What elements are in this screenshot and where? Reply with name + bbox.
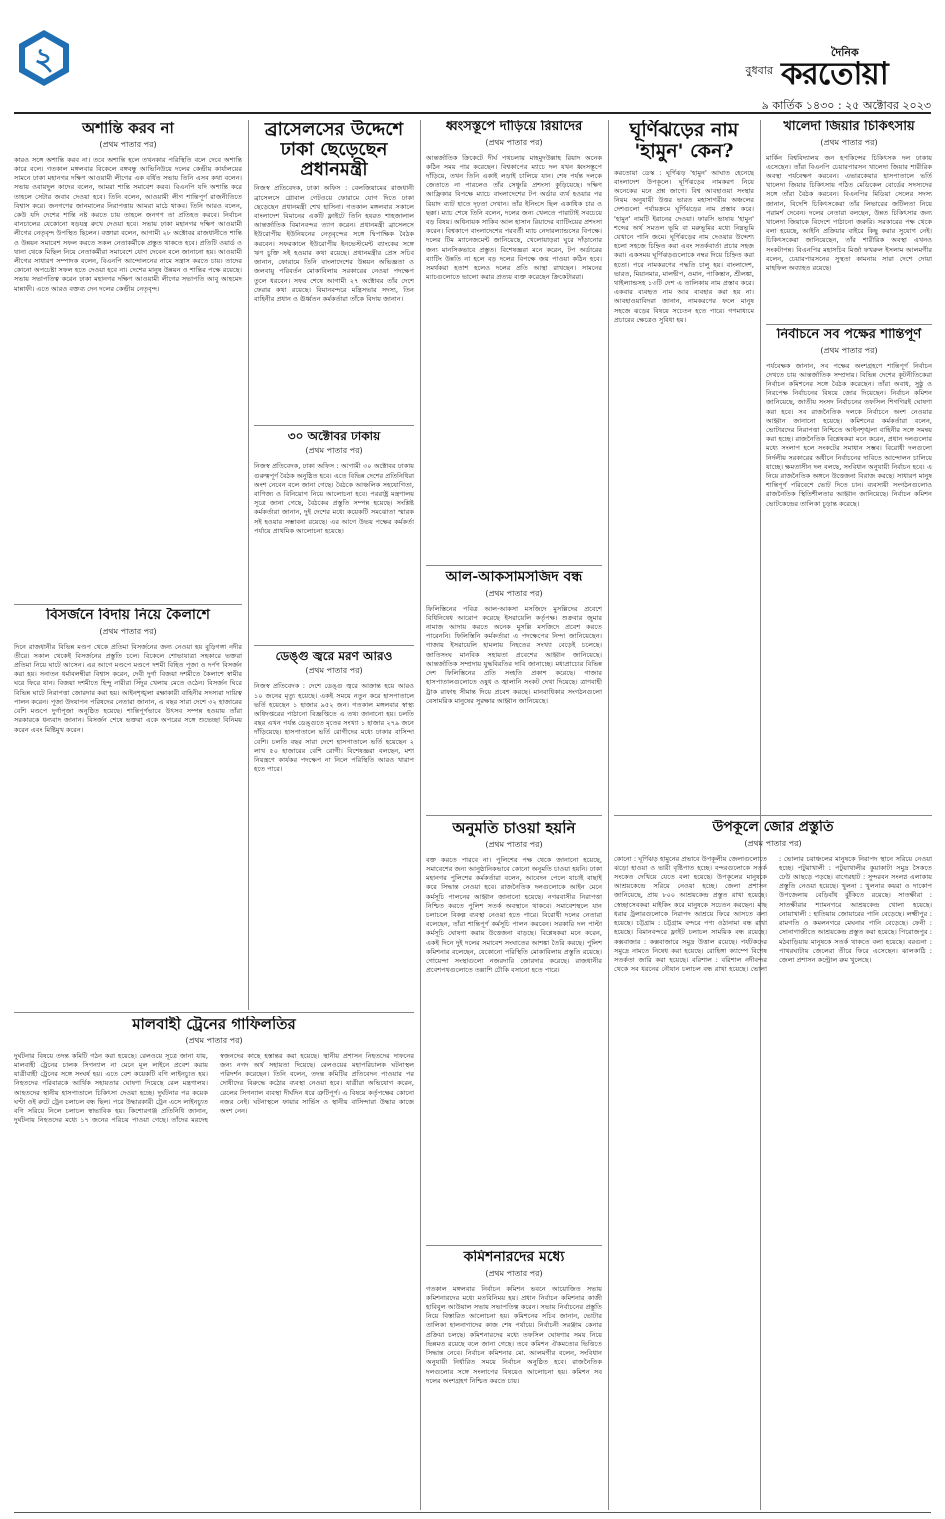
article-train <box>14 1016 414 1511</box>
article-body: ফিলিস্তিনের পবিত্র আল-আকসা মসজিদে মুসল্লিদের প্রবেশে বিধিনিষেধ আরোপ করেছে ইসরায়েলি কর্তৃপক্ষ। শুক্রবার জুমার নামাজ আদায় করতে অনেক মুসল্লি মসজিদে প্রবেশ করতে পারেননি। ফিলিস্তিনি কর্মকর্তারা এ পদক্ষেপের নিন্দা জানিয়েছেন। গাজায় ইসরায়েলি হামলায় নিহতের সংখ্যা বেড়েই চলেছে। জাতিসংঘ মানবিক সহায়তা প্রবেশের আহ্বান জানিয়েছে। আন্তর্জাতিক সম্প্রদায় যুদ্ধবিরতির দাবি জানাচ্ছে। মধ্যপ্রাচ্যের বিভিন্ন দেশ ফিলিস্তিনের প্রতি সংহতি প্রকাশ করেছে। গাজার হাসপাতালগুলোতে ওষুধ ও জ্বালানি সংকট দেখা দিয়েছে। ত্রাণবাহী ট্রাক রাফাহ সীমান্ত দিয়ে প্রবেশ করছে। মানবাধিকার সংগঠনগুলো বেসামরিক মানুষের সুরক্ষার আহ্বান জানিয়েছে। <box>426 604 602 705</box>
article-kailash <box>14 608 242 1008</box>
page-number: ২ <box>34 42 54 77</box>
headline: ব্রাসেলসের উদ্দেশে ঢাকা ছেড়েছেন প্রধানমন্ত্রী <box>264 120 404 181</box>
article-body: দুর্ঘটনার বিষয়ে তদন্ত কমিটি গঠন করা হয়েছে। রেলওয়ে সূত্রে জানা যায়, মালবাহী ট্রেনের চালক সিগন্যাল না মেনে মূল লাইনে প্রবেশ করায় যাত্রীবাহী ট্রেনের সঙ্গে সংঘর্ষ হয়। এতে বেশ কয়েকটি বগি লাইনচ্যুত হয়। নিহতদের পরিবারকে আর্থিক সহায়তার ঘোষণা দিয়েছে রেল মন্ত্রণালয়। আহতদের স্থানীয় হাসপাতালে চিকিৎসা দেওয়া হচ্ছে। দুর্ঘটনার পর কয়েক ঘণ্টা ওই রুটে ট্রেন চলাচল বন্ধ ছিল। পরে উদ্ধারকারী ট্রেন এসে লাইনচ্যুত বগি সরিয়ে নিলে চলাচল স্বাভাবিক হয়। কিশোরগঞ্জ প্রতিনিধি জানান, দুর্ঘটনায় নিহতদের মধ্যে ১৭ জনের পরিচয় পাওয়া গেছে। তাঁদের মরদেহ স্বজনদের কাছে হস্তান্তর করা হয়েছে। স্থানীয় প্রশাসন নিহতদের দাফনের জন্য নগদ অর্থ সহায়তা দিয়েছে। রেলওয়ের মহাপরিচালক ঘটনাস্থল পরিদর্শন করেছেন। তিনি বলেন, তদন্ত কমিটির প্রতিবেদন পাওয়ার পর দোষীদের বিরুদ্ধে কঠোর ব্যবস্থা নেওয়া হবে। যাত্রীরা অভিযোগ করেন, রেলের সিগন্যাল ব্যবস্থা দীর্ঘদিন ধরে ত্রুটিপূর্ণ। এ বিষয়ে কর্তৃপক্ষের কোনো নজর নেই। ঘটনাস্থলে ফায়ার সার্ভিস ও স্থানীয় বাসিন্দারা উদ্ধার কাজে অংশ নেন। <box>14 1051 414 1125</box>
article-permission <box>426 820 602 1240</box>
continued-note: (প্রথম পাতার পর) <box>305 446 363 456</box>
headline: কমিশনারদের মধ্যে <box>463 1250 565 1265</box>
headline: মালবাহী ট্রেনের গাফিলতির <box>132 1016 296 1033</box>
article-body: দিনে রাজধানীর বিভিন্ন মণ্ডপ থেকে প্রতিমা বিসর্জনের জন্য নেওয়া হয় বুড়িগঙ্গা নদীর তীরে। সকাল থেকেই বিসর্জনের প্রস্তুতি চলে। বিকেলে শোভাযাত্রা সহকারে ভক্তরা প্রতিমা নিয়ে ঘাটে আসেন। এর আগে মণ্ডপে মণ্ডপে দশমী বিহিত পূজা ও দর্পণ বিসর্জন করা হয়। সনাতন ধর্মাবলম্বীরা বিশ্বাস করেন, দেবী দুর্গা বিজয়া দশমীতে কৈলাশে স্বামীর ঘরে ফিরে যান। বিজয়া দশমীতে হিন্দু নারীরা সিঁদুর খেলায় মেতে ওঠেন। বিসর্জন ঘিরে বিভিন্ন ঘাটে নিরাপত্তা জোরদার করা হয়। আইনশৃঙ্খলা রক্ষাকারী বাহিনীর সদস্যরা দায়িত্ব পালন করেন। পূজা উদযাপন পরিষদের নেতারা জানান, এ বছর সারা দেশে ৩২ হাজারের বেশি মণ্ডপে দুর্গাপূজা অনুষ্ঠিত হয়েছে। শান্তিপূর্ণভাবে উৎসব সম্পন্ন হওয়ায় তাঁরা সরকারকে ধন্যবাদ জানান। বিসর্জন শেষে ভক্তরা একে অপরের সঙ্গে শুভেচ্ছা বিনিময় করেন এবং মিষ্টিমুখ করেন। <box>14 642 242 734</box>
article-body: বক্ত করতে পারবে না। পুলিশের পক্ষ থেকে জানানো হয়েছে, সমাবেশের জন্য আনুষ্ঠানিকভাবে কোনো অনুমতি চাওয়া হয়নি। ঢাকা মহানগর পুলিশের কর্মকর্তারা বলেন, আবেদন পেলে যাচাই বাছাই করে সিদ্ধান্ত নেওয়া হবে। রাজনৈতিক দলগুলোকে আইন মেনে কর্মসূচি পালনের আহ্বান জানানো হয়েছে। নগরবাসীর নিরাপত্তা নিশ্চিত করতে পুলিশ সতর্ক অবস্থানে থাকবে। সমাবেশস্থলে যান চলাচলে বিকল্প ব্যবস্থা নেওয়া হতে পারে। বিরোধী দলের নেতারা বলেছেন, তাঁরা শান্তিপূর্ণ কর্মসূচি পালন করবেন। সরকারি দল পাল্টা কর্মসূচি ঘোষণা করায় উত্তেজনা বাড়ছে। বিশ্লেষকরা মনে করেন, একই দিনে দুই দলের সমাবেশ সংঘাতের আশঙ্কা তৈরি করছে। পুলিশ কমিশনার বলেছেন, যেকোনো পরিস্থিতি মোকাবিলায় প্রস্তুতি রয়েছে। গোয়েন্দা সংস্থাগুলো নজরদারি জোরদার করেছে। রাজধানীর প্রবেশপথগুলোতে তল্লাশি চৌকি বসানো হতে পারে। <box>426 855 602 975</box>
article-body: মার্কিন বিশ্ববিদ্যালয় জন হপকিন্সের চিকিৎসক দল ঢাকায় এসেছেন। তাঁরা বিএনপি চেয়ারপারসন খালেদা জিয়ার শারীরিক অবস্থা পর্যবেক্ষণ করবেন। এভারকেয়ার হাসপাতালে ভর্তি খালেদা জিয়ার চিকিৎসায় গঠিত মেডিকেল বোর্ডের সদস্যদের সঙ্গে তাঁরা বৈঠক করবেন। বিএনপির মিডিয়া সেলের সদস্য জানান, বিদেশি চিকিৎসকেরা তাঁর লিভারের জটিলতা নিয়ে পরামর্শ দেবেন। দলের নেতারা বলছেন, উন্নত চিকিৎসার জন্য খালেদা জিয়াকে বিদেশে পাঠানো জরুরি। সরকারের পক্ষ থেকে বলা হয়েছে, আইনি প্রক্রিয়ার বাইরে কিছু করার সুযোগ নেই। চিকিৎসকেরা জানিয়েছেন, তাঁর শারীরিক অবস্থা এখনও সংকটাপন্ন। বিএনপির মহাসচিব মির্জা ফখরুল ইসলাম আলমগীর বলেন, চেয়ারপারসনের সুস্থতা কামনায় সারা দেশে দোয়া মাহফিল অব্যাহত রয়েছে। <box>766 153 932 272</box>
article-khaleda <box>766 120 932 320</box>
continued-note: (প্রথম পাতার পর) <box>820 345 878 355</box>
day-label: বুধবার <box>745 64 773 77</box>
continued-note: (প্রথম পাতার পর) <box>99 139 157 149</box>
continued-note: (প্রথম পাতার পর) <box>305 666 363 676</box>
headline: উপকূলে জোর প্রস্তুতি <box>712 820 834 835</box>
hexagon-badge-icon <box>14 28 74 88</box>
article-pm <box>254 120 414 420</box>
section-divider <box>766 324 932 325</box>
column-divider <box>248 120 249 1010</box>
continued-note: (প্রথম পাতার পর) <box>820 137 878 147</box>
column-divider <box>608 120 609 1510</box>
headline: অশান্তি করব না <box>82 120 174 137</box>
article-dengue <box>254 650 414 870</box>
article-aqsa <box>426 570 602 810</box>
masthead <box>0 0 945 112</box>
headline: ধ্বংসস্তূপে দাঁড়িয়ে রিয়াদের <box>445 120 583 134</box>
headline: নির্বাচনে সব পক্ষের শান্তিপূর্ণ <box>776 328 922 342</box>
article-body: করতোয়া ডেস্ক : ঘূর্ণিঝড় 'হামুন' আঘাত হেনেছে বাংলাদেশ উপকূলে। ঘূর্ণিঝড়ের নামকরণ নিয়ে অনেকের মনে প্রশ্ন জাগে। বিশ্ব আবহাওয়া সংস্থার নিয়ম অনুযায়ী উত্তর ভারত মহাসাগরীয় অঞ্চলের দেশগুলো পর্যায়ক্রমে ঘূর্ণিঝড়ের নাম প্রস্তাব করে। 'হামুন' নামটি ইরানের দেওয়া। ফারসি ভাষায় 'হামুন' শব্দের অর্থ সমতল ভূমি বা মরুভূমির মধ্যে নিম্নভূমি যেখানে পানি জমে। ঘূর্ণিঝড়ের নাম দেওয়ার উদ্দেশ্য হলো সহজে চিহ্নিত করা এবং সতর্কবার্তা প্রচার সহজ করা। একসময় ঘূর্ণিঝড়গুলোকে নম্বর দিয়ে চিহ্নিত করা হতো। পরে নামকরণের পদ্ধতি চালু হয়। বাংলাদেশ, ভারত, মিয়ানমার, মালদ্বীপ, ওমান, পাকিস্তান, শ্রীলঙ্কা, থাইল্যান্ডসহ ১৩টি দেশ এ তালিকায় নাম প্রস্তাব করে। একবার ব্যবহৃত নাম আর ব্যবহার করা হয় না। আবহাওয়াবিদরা জানান, নামকরণের ফলে মানুষ সহজে ঝড়ের বিষয়ে সচেতন হতে পারে। গণমাধ্যমে প্রচারের ক্ষেত্রেও সুবিধা হয়। <box>614 168 754 324</box>
continued-note: (প্রথম পাতার পর) <box>185 1035 243 1045</box>
article-oshanti <box>14 120 242 600</box>
newspaper-logo <box>781 44 931 92</box>
section-divider <box>426 815 602 816</box>
article-body: কারও সঙ্গে অশান্তি করব না। তবে অশান্তি হলে তখনকার পরিস্থিতি বলে দেবে অশান্তি কারে বলে। গতকাল মঙ্গলবার বিকেলে বঙ্গবন্ধু আভিনিউয়ে দলের কেন্দ্রীয় কার্যালয়ের সামনে ঢাকা মহানগর দক্ষিণ আওয়ামী লীগের এক বর্ধিত সভায় তিনি এসব কথা বলেন। সভায় ওবায়দুল কাদের বলেন, আমরা শান্তি সমাবেশ করব। বিএনপি যদি অশান্তি করে তাহলে সেটার জবাব দেওয়া হবে। তিনি বলেন, আওয়ামী লীগ শান্তিপূর্ণ রাজনীতিতে বিশ্বাস করে। জনগণের জানমালের নিরাপত্তায় আমরা মাঠে থাকব। তিনি আরও বলেন, কেউ যদি দেশের শান্তি নষ্ট করতে চায় তাহলে জনগণ তা প্রতিহত করবে। নির্বাচন বানচালের যেকোনো ষড়যন্ত্র রুখে দেওয়া হবে। সভায় ঢাকা মহানগর দক্ষিণ আওয়ামী লীগের নেতৃবৃন্দ উপস্থিত ছিলেন। বক্তারা বলেন, আগামী ২৮ অক্টোবর রাজধানীতে শান্তি ও উন্নয়ন সমাবেশ সফল করতে সকল নেতাকর্মীকে প্রস্তুত থাকতে হবে। প্রতিটি ওয়ার্ড ও থানা থেকে মিছিল নিয়ে নেতাকর্মীরা সমাবেশে যোগ দেবেন বলে জানানো হয়। আওয়ামী লীগের সাধারণ সম্পাদক বলেন, বিএনপি আন্দোলনের নামে সন্ত্রাস করতে চায়। তাদের কোনো অপচেষ্টা সফল হতে দেওয়া হবে না। দেশের মানুষ উন্নয়ন ও শান্তির পক্ষে রয়েছে। সভায় সভাপতিত্ব করেন ঢাকা মহানগর দক্ষিণ আওয়ামী লীগের সভাপতি আবু আহমেদ মান্নাফী। এতে আরও বক্তব্য দেন দলের কেন্দ্রীয় নেতৃবৃন্দ। <box>14 155 242 293</box>
article-body: নিজস্ব প্রতিবেদক, ঢাকা অফিস : বেলজিয়ামের রাজধানী ব্রাসেলসে গ্লোবাল গেটওয়ে ফোরামে যোগ দিতে ঢাকা ছেড়েছেন প্রধানমন্ত্রী শেখ হাসিনা। গতকাল মঙ্গলবার সকালে বাংলাদেশ বিমানের একটি ফ্লাইটে তিনি হযরত শাহজালাল আন্তর্জাতিক বিমানবন্দর ত্যাগ করেন। প্রধানমন্ত্রী ব্রাসেলসে ইউরোপীয় ইউনিয়নের নেতৃবৃন্দের সঙ্গে দ্বিপাক্ষিক বৈঠক করবেন। সফরকালে ইউরোপীয় ইনভেস্টমেন্ট ব্যাংকের সঙ্গে ঋণ চুক্তি সই হওয়ার কথা রয়েছে। প্রধানমন্ত্রীর প্রেস সচিব জানান, ফোরামে তিনি বাংলাদেশের উন্নয়ন অভিজ্ঞতা ও জলবায়ু পরিবর্তন মোকাবিলায় সরকারের নেওয়া পদক্ষেপ তুলে ধরবেন। সফর শেষে আগামী ২৭ অক্টোবর তাঁর দেশে ফেরার কথা রয়েছে। বিমানবন্দরে মন্ত্রিসভার সদস্য, তিন বাহিনীর প্রধান ও ঊর্ধ্বতন কর্মকর্তারা তাঁকে বিদায় জানান। <box>254 184 414 303</box>
article-body: কোনো : ঘূর্ণিঝড় হামুনের প্রভাবে উপকূলীয় জেলাগুলোতে ঝড়ো হাওয়া ও ভারী বৃষ্টিপাত হচ্ছে। বন্দরগুলোকে সতর্ক সংকেত দেখিয়ে যেতে বলা হয়েছে। উপকূলের মানুষকে আশ্রয়কেন্দ্রে সরিয়ে নেওয়া হচ্ছে। জেলা প্রশাসন জানিয়েছে, প্রায় ৮০০ আশ্রয়কেন্দ্র প্রস্তুত রাখা হয়েছে। স্বেচ্ছাসেবকরা মাইকিং করে মানুষকে সচেতন করছেন। মাছ ধরার ট্রলারগুলোকে নিরাপদ আশ্রয়ে ফিরে আসতে বলা হয়েছে। চট্টগ্রাম : চট্টগ্রাম বন্দরে পণ্য ওঠানামা বন্ধ রাখা হয়েছে। বিমানবন্দরে ফ্লাইট চলাচল সাময়িক বন্ধ রয়েছে। কক্সবাজার : কক্সবাজারে সমুদ্র উত্তাল রয়েছে। পর্যটকদের সমুদ্রে নামতে নিষেধ করা হয়েছে। রোহিঙ্গা ক্যাম্পে বিশেষ সতর্কতা জারি করা হয়েছে। বরিশাল : বরিশাল নদীবন্দর থেকে সব ধরনের নৌযান চলাচল বন্ধ রাখা হয়েছে। ভোলা : ভোলার চরাঞ্চলের মানুষকে নিরাপদ স্থানে সরিয়ে নেওয়া হচ্ছে। পটুয়াখালী : পটুয়াখালীর কুয়াকাটা সমুদ্র সৈকতে ঢেউ আছড়ে পড়ছে। বাগেরহাট : সুন্দরবন সংলগ্ন এলাকায় প্রস্তুতি নেওয়া হয়েছে। খুলনা : খুলনার কয়রা ও দাকোপ উপজেলায় বেড়িবাঁধ ঝুঁকিতে রয়েছে। সাতক্ষীরা : সাতক্ষীরার শ্যামনগরে আশ্রয়কেন্দ্র খোলা হয়েছে। নোয়াখালী : হাতিয়ায় জোয়ারের পানি বেড়েছে। লক্ষ্মীপুর : রামগতি ও কমলনগরে মেঘনার পানি বেড়েছে। ফেনী : সোনাগাজীতে আশ্রয়কেন্দ্র প্রস্তুত করা হয়েছে। পিরোজপুর : মঠবাড়িয়ায় মানুষকে সতর্ক থাকতে বলা হয়েছে। বরগুনা : পাথরঘাটায় জেলেরা তীরে ফিরে এসেছেন। ঝালকাঠি : জেলা প্রশাসন কন্ট্রোল রুম খুলেছে। <box>614 854 932 974</box>
section-divider <box>14 1012 414 1013</box>
article-riyadh <box>426 120 602 560</box>
continued-note: (প্রথম পাতার পর) <box>485 137 543 147</box>
headline: খালেদা জিয়ার চিকিৎসায় <box>783 120 915 134</box>
article-body: গতকাল মঙ্গলবার নির্বাচন কমিশন ভবনে আয়োজিত সভায় কমিশনারদের মধ্যে মতবিনিময় হয়। প্রধান নির্বাচন কমিশনার কাজী হাবিবুল আউয়াল সভায় সভাপতিত্ব করেন। সভায় নির্বাচনের প্রস্তুতি নিয়ে বিস্তারিত আলোচনা হয়। কমিশনের সচিব জানান, ভোটার তালিকা হালনাগাদের কাজ শেষ পর্যায়ে। নির্বাচনী সরঞ্জাম কেনার প্রক্রিয়া চলছে। কমিশনারদের মধ্যে তফসিল ঘোষণার সময় নিয়ে ভিন্নমত রয়েছে বলে জানা গেছে। তবে কমিশন ঐকমত্যের ভিত্তিতে সিদ্ধান্ত নেবে। নির্বাচন কমিশনার মো. আলমগীর বলেন, সংবিধান অনুযায়ী নির্ধারিত সময়ে নির্বাচন অনুষ্ঠিত হবে। রাজনৈতিক দলগুলোর সঙ্গে সংলাপের বিষয়েও আলোচনা হয়। কমিশন সব দলের অংশগ্রহণ নিশ্চিত করতে চায়। <box>426 1284 602 1385</box>
section-divider <box>426 565 602 566</box>
section-divider <box>254 425 414 426</box>
article-commission <box>426 1250 602 1512</box>
section-divider <box>254 645 414 646</box>
column-divider <box>420 120 421 1510</box>
article-coast <box>614 820 932 1510</box>
continued-note: (প্রথম পাতার পর) <box>485 839 543 849</box>
headline: ডেঙ্গু জ্বরে মরণ আরও <box>275 650 393 663</box>
headline: অনুমতি চাওয়া হয়নি <box>452 820 576 837</box>
section-divider <box>614 815 932 816</box>
headline: ঘূর্ণিঝড়ের নাম 'হামুন' কেন? <box>629 120 739 163</box>
article-election <box>766 328 932 808</box>
continued-note: (প্রথম পাতার পর) <box>99 626 157 636</box>
headline: আল-আকসামসজিদ বন্ধ <box>445 570 583 585</box>
article-30-october <box>254 430 414 640</box>
headline: বিসর্জনে বিদায় নিয়ে কৈলাশে <box>46 608 210 623</box>
article-cyclone <box>614 120 754 810</box>
article-body: পর্যবেক্ষক জানান, সব পক্ষের অংশগ্রহণে শান্তিপূর্ণ নির্বাচন দেখতে চায় আন্তর্জাতিক সম্প্রদায়। বিভিন্ন দেশের কূটনীতিকেরা নির্বাচন কমিশনের সঙ্গে বৈঠক করেছেন। তাঁরা অবাধ, সুষ্ঠু ও নিরপেক্ষ নির্বাচনের বিষয়ে জোর দিয়েছেন। নির্বাচন কমিশন জানিয়েছে, জাতীয় সংসদ নির্বাচনের তফসিল শিগগিরই ঘোষণা করা হবে। সব রাজনৈতিক দলকে নির্বাচনে অংশ নেওয়ার আহ্বান জানানো হয়েছে। কমিশনের কর্মকর্তারা বলেন, ভোটারদের নিরাপত্তা নিশ্চিতে আইনশৃঙ্খলা বাহিনীর সঙ্গে সমন্বয় করা হচ্ছে। রাজনৈতিক বিশ্লেষকরা মনে করেন, প্রধান দলগুলোর মধ্যে সংলাপ হলে সংকটের সমাধান সম্ভব। বিরোধী দলগুলো নির্দলীয় সরকারের অধীনে নির্বাচনের দাবিতে আন্দোলন চালিয়ে যাচ্ছে। ক্ষমতাসীন দল বলছে, সংবিধান অনুযায়ী নির্বাচন হবে। এ নিয়ে রাজনৈতিক অঙ্গনে উত্তেজনা বিরাজ করছে। সাধারণ মানুষ শান্তিপূর্ণ পরিবেশে ভোট দিতে চান। ব্যবসায়ী সংগঠনগুলোও রাজনৈতিক স্থিতিশীলতার আহ্বান জানিয়েছে। নির্বাচন কমিশন ভোটকেন্দ্রের তালিকা চূড়ান্ত করেছে। <box>766 361 932 508</box>
article-body: নিজস্ব প্রতিবেদক : দেশে ডেঙ্গু জ্বরে আক্রান্ত হয়ে আরও ১০ জনের মৃত্যু হয়েছে। একই সময়ে নতুন করে হাসপাতালে ভর্তি হয়েছেন ১ হাজার ৯৫২ জন। গতকাল মঙ্গলবার স্বাস্থ্য অধিদপ্তরের পাঠানো বিজ্ঞপ্তিতে এ তথ্য জানানো হয়। চলতি বছর এখন পর্যন্ত ডেঙ্গুতে মৃতের সংখ্যা ১ হাজার ২৭৯ জনে দাঁড়িয়েছে। হাসপাতালে ভর্তি রোগীদের মধ্যে ঢাকার বাসিন্দা বেশি। চলতি বছর সারা দেশে হাসপাতালে ভর্তি হয়েছেন ২ লাখ ৫০ হাজারের বেশি রোগী। বিশেষজ্ঞরা বলছেন, মশা নিয়ন্ত্রণে কার্যকর পদক্ষেপ না নিলে পরিস্থিতি আরও খারাপ হতে পারে। <box>254 682 414 774</box>
continued-note: (প্রথম পাতার পর) <box>485 588 543 598</box>
footer-rule <box>14 1512 931 1513</box>
logo-prefix: দৈনিক <box>831 46 859 59</box>
logo-title: করতোয়া <box>781 56 888 92</box>
continued-note: (প্রথম পাতার পর) <box>485 1268 543 1278</box>
section-divider <box>426 1245 602 1246</box>
article-body: আন্তর্জাতিক ক্রিকেটে দীর্ঘ পথচলায় মাহমুদউল্লাহ রিয়াদ অনেক কঠিন সময় পার করেছেন। বিশ্বকাপের ম্যাচে দল যখন ধ্বংসস্তূপে দাঁড়িয়ে, তখন তিনি একাই লড়াই চালিয়ে যান। শেষ পর্যন্ত দলকে জেতাতে না পারলেও তাঁর সেঞ্চুরি প্রশংসা কুড়িয়েছে। দক্ষিণ আফ্রিকার বিপক্ষে ম্যাচে বাংলাদেশের টপ অর্ডার ব্যর্থ হওয়ার পর রিয়াদ ব্যাট হাতে দৃঢ়তা দেখান। তাঁর ইনিংসে ছিল একাধিক চার ও ছক্কা। ম্যাচ শেষে তিনি বলেন, দলের জন্য খেলতে পারাটাই সবচেয়ে বড় বিষয়। অধিনায়ক সাকিব আল হাসান রিয়াদের ব্যাটিংয়ের প্রশংসা করেন। বিশ্বকাপে বাংলাদেশের পরবর্তী ম্যাচ নেদারল্যান্ডসের বিপক্ষে। দলের টিম ম্যানেজমেন্ট জানিয়েছে, খেলোয়াড়রা ঘুরে দাঁড়ানোর জন্য মানসিকভাবে প্রস্তুত। বিশেষজ্ঞরা মনে করেন, টপ অর্ডারের ব্যাটিং উন্নতি না হলে বড় দলের বিপক্ষে জয় পাওয়া কঠিন হবে। সমর্থকরা হতাশ হলেও দলের প্রতি আস্থা রাখছেন। সামনের ম্যাচগুলোতে ভালো করার প্রত্যয় ব্যক্ত করেছেন ক্রিকেটাররা। <box>426 153 602 282</box>
page-number-badge <box>14 28 74 88</box>
headline: ৩০ অক্টোবর ঢাকায় <box>287 430 381 443</box>
article-body: নিজস্ব প্রতিবেদক, ঢাকা অফিস : আগামী ৩০ অক্টোবর ঢাকায় গুরুত্বপূর্ণ বৈঠক অনুষ্ঠিত হবে। এতে বিভিন্ন দেশের প্রতিনিধিরা অংশ নেবেন বলে জানা গেছে। বৈঠকে আঞ্চলিক সহযোগিতা, বাণিজ্য ও বিনিয়োগ নিয়ে আলোচনা হবে। পররাষ্ট্র মন্ত্রণালয় সূত্রে জানা গেছে, বৈঠকের প্রস্তুতি সম্পন্ন হয়েছে। সংশ্লিষ্ট কর্মকর্তারা জানান, দুই দেশের মধ্যে কয়েকটি সমঝোতা স্মারক সই হওয়ার সম্ভাবনা রয়েছে। এর আগে উভয় পক্ষের কর্মকর্তা পর্যায়ে প্রাথমিক আলোচনা হয়েছে। <box>254 462 414 535</box>
date-line: ৯ কার্তিক ১৪৩০ : ২৫ অক্টোবর ২০২৩ <box>761 99 931 112</box>
section-divider <box>14 604 242 605</box>
continued-note: (প্রথম পাতার পর) <box>744 838 802 848</box>
header-rule <box>14 112 931 114</box>
